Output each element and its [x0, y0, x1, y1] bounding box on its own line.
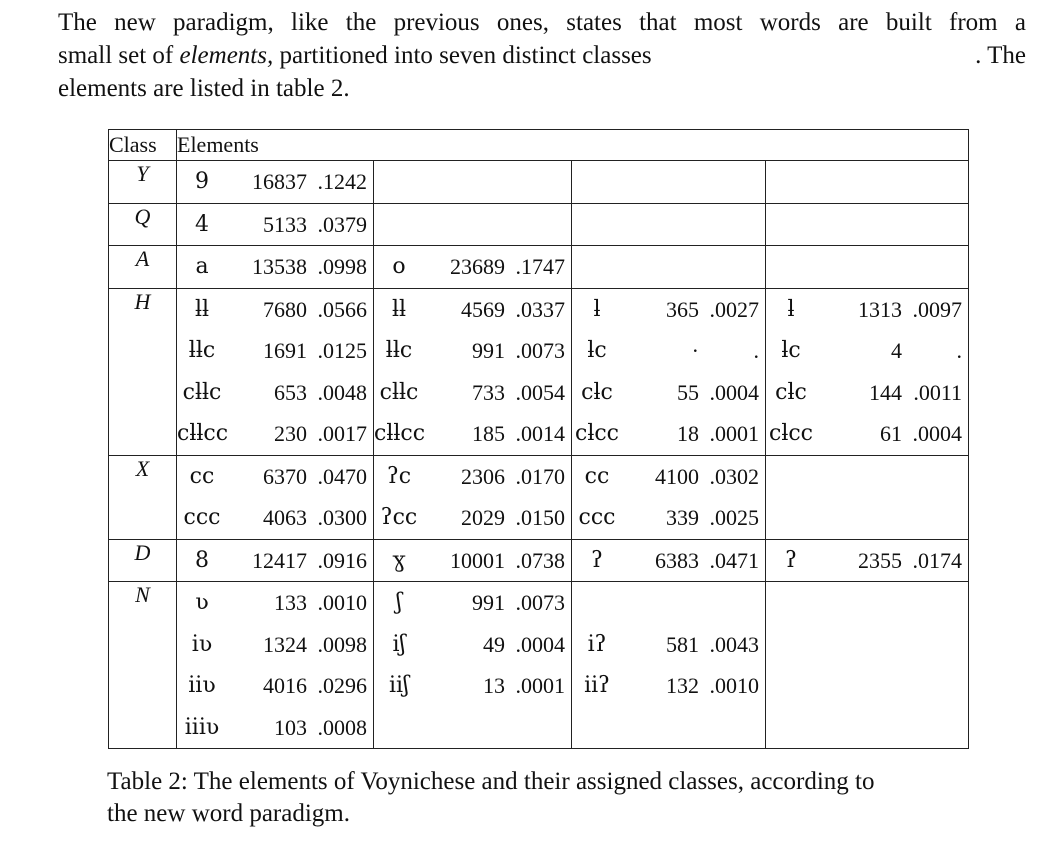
element-entry: [177, 707, 373, 749]
element-entry: [766, 289, 968, 331]
element-glyph: ɣ: [392, 547, 406, 573]
element-glyph: cƚƚc: [182, 379, 222, 405]
element-entry: [572, 665, 765, 707]
table-caption: [107, 766, 987, 830]
body-paragraph: [58, 6, 1026, 105]
paragraph-line-1: The new paradigm, like the previous ones, states that most words are built from a: [58, 9, 1026, 36]
element-glyph: iiʔ: [584, 673, 610, 698]
element-cell: [766, 582, 969, 749]
element-cell: [374, 203, 572, 246]
element-entry: [177, 372, 373, 414]
paragraph-text: partitioned into seven distinct classes: [273, 42, 652, 69]
element-count: 7680: [263, 296, 307, 322]
element-cell: [766, 161, 969, 204]
element-entry: [572, 204, 765, 246]
element-count: ·: [691, 338, 699, 363]
element-entry: [766, 161, 968, 203]
element-entry: [766, 246, 968, 288]
element-frequency: .0025: [709, 505, 759, 530]
element-glyph: ccc: [183, 505, 221, 530]
element-frequency: .0566: [317, 296, 367, 322]
element-cell: [766, 203, 969, 246]
element-count: 103: [274, 714, 307, 740]
element-glyph: ƚƚ: [391, 296, 407, 322]
element-count: 339: [666, 505, 699, 530]
caption-line-2: the new word paradigm.: [107, 800, 350, 827]
element-entry: [766, 540, 968, 582]
class-label: X: [109, 455, 177, 539]
element-cell: [572, 246, 766, 289]
element-count: 6383: [655, 547, 699, 573]
element-entry: [374, 624, 571, 666]
class-label: N: [109, 582, 177, 749]
element-frequency: .: [753, 338, 759, 363]
element-glyph: 9: [195, 169, 209, 194]
element-count: 6370: [263, 463, 307, 489]
element-frequency: .0337: [515, 296, 565, 322]
table-row: [109, 161, 969, 204]
element-glyph: ʔc: [386, 463, 412, 489]
element-count: 61: [880, 421, 902, 446]
element-entry: [572, 372, 765, 414]
element-entry: [177, 413, 373, 455]
element-entry: [572, 413, 765, 455]
element-count: 18: [677, 421, 699, 446]
element-cell: [177, 288, 374, 455]
element-cell: [766, 288, 969, 455]
element-count: 55: [677, 379, 699, 405]
element-glyph: cƚc: [581, 379, 613, 405]
table-row: [109, 582, 969, 749]
element-entry: [766, 330, 968, 372]
element-frequency: .0001: [515, 673, 565, 698]
element-frequency: .0470: [317, 463, 367, 489]
element-glyph: 4: [195, 211, 209, 237]
element-glyph: cƚƚcc: [374, 421, 426, 446]
element-entry: [572, 246, 765, 288]
element-count: 5133: [263, 211, 307, 237]
element-count: 132: [666, 673, 699, 698]
element-glyph: cƚcc: [575, 421, 619, 446]
element-count: 4063: [263, 505, 307, 530]
element-frequency: .0004: [515, 631, 565, 657]
paragraph-text: small set of: [58, 42, 180, 69]
element-frequency: .0097: [912, 296, 962, 322]
element-entry: [177, 624, 373, 666]
element-frequency: .: [956, 338, 962, 363]
element-entry: [572, 707, 765, 749]
element-cell: [177, 582, 374, 749]
element-frequency: .0073: [515, 338, 565, 363]
element-entry: [572, 582, 765, 624]
element-count: 4016: [263, 673, 307, 698]
element-glyph: ʃ: [396, 590, 402, 615]
element-count: 185: [472, 421, 505, 446]
element-glyph: ƚc: [781, 338, 801, 363]
element-cell: [177, 539, 374, 582]
element-glyph: cc: [584, 463, 610, 489]
element-count: 230: [274, 421, 307, 446]
class-label: Y: [109, 161, 177, 204]
element-entry: [177, 456, 373, 498]
element-entry: [374, 413, 571, 455]
element-cell: [572, 582, 766, 749]
class-label: Q: [109, 203, 177, 246]
element-count: 991: [472, 590, 505, 615]
class-label: D: [109, 539, 177, 582]
table-body: [109, 161, 969, 749]
element-glyph: 8: [195, 547, 209, 573]
element-entry: [766, 497, 968, 539]
element-entry: [374, 540, 571, 582]
element-glyph: ƚc: [587, 338, 607, 363]
element-frequency: .0170: [515, 463, 565, 489]
element-glyph: cƚƚcc: [177, 421, 229, 446]
element-frequency: .0014: [515, 421, 565, 446]
table-row: [109, 455, 969, 539]
element-frequency: .0174: [912, 547, 962, 573]
element-entry: [572, 161, 765, 203]
element-entry: [572, 540, 765, 582]
element-glyph: ƚƚc: [385, 338, 413, 363]
element-glyph: ʋ: [195, 590, 209, 615]
element-cell: [766, 539, 969, 582]
element-frequency: .0010: [317, 590, 367, 615]
element-entry: [177, 330, 373, 372]
element-count: 13: [483, 673, 505, 698]
element-cell: [374, 582, 572, 749]
element-entry: [766, 582, 968, 624]
element-glyph: ʔ: [785, 547, 797, 573]
element-count: 4: [891, 338, 902, 363]
element-frequency: .0004: [912, 421, 962, 446]
element-cell: [177, 161, 374, 204]
element-cell: [374, 539, 572, 582]
element-count: 2029: [461, 505, 505, 530]
element-entry: [374, 497, 571, 539]
element-count: 23689: [450, 254, 505, 279]
element-glyph: iiʋ: [188, 673, 216, 698]
caption-line-1: Table 2: The elements of Voynichese and their assigned classes, according to: [107, 768, 875, 795]
element-count: 2355: [858, 547, 902, 573]
table-row: [109, 246, 969, 289]
element-cell: [572, 455, 766, 539]
table-header-row: [109, 130, 969, 161]
element-glyph: cƚƚc: [379, 379, 419, 405]
element-entry: [572, 289, 765, 331]
element-frequency: .0001: [709, 421, 759, 446]
element-frequency: .0098: [317, 631, 367, 657]
element-entry: [177, 246, 373, 288]
emphasis-elements: elements,: [179, 42, 274, 69]
element-glyph: iiiʋ: [184, 714, 220, 740]
element-cell: [374, 455, 572, 539]
element-glyph: ʔ: [591, 547, 603, 573]
element-frequency: .0302: [709, 463, 759, 489]
element-entry: [374, 707, 571, 749]
element-glyph: ƚ: [787, 296, 795, 322]
element-entry: [374, 582, 571, 624]
element-entry: [766, 707, 968, 749]
element-entry: [374, 330, 571, 372]
element-cell: [374, 246, 572, 289]
element-glyph: iʔ: [587, 631, 607, 657]
element-glyph: ʔcc: [380, 505, 418, 530]
element-glyph: iʋ: [191, 631, 213, 657]
header-class: Class: [109, 130, 177, 161]
element-entry: [374, 289, 571, 331]
element-glyph: ƚƚ: [194, 296, 210, 322]
element-glyph: iiʃ: [388, 673, 410, 698]
element-entry: [572, 456, 765, 498]
element-count: 13538: [252, 254, 307, 279]
element-glyph: ccc: [578, 505, 616, 530]
element-count: 653: [274, 379, 307, 405]
element-entry: [374, 456, 571, 498]
element-entry: [766, 413, 968, 455]
element-frequency: .0054: [515, 379, 565, 405]
element-entry: [572, 330, 765, 372]
element-cell: [572, 161, 766, 204]
element-frequency: .0150: [515, 505, 565, 530]
element-frequency: .1747: [515, 254, 565, 279]
element-frequency: .0043: [709, 631, 759, 657]
class-label: H: [109, 288, 177, 455]
element-glyph: cƚcc: [769, 421, 813, 446]
element-cell: [374, 288, 572, 455]
class-label: A: [109, 246, 177, 289]
element-frequency: .0073: [515, 590, 565, 615]
element-entry: [374, 204, 571, 246]
element-count: 16837: [252, 169, 307, 194]
header-elements: Elements: [177, 130, 969, 161]
element-entry: [177, 497, 373, 539]
element-count: 4569: [461, 296, 505, 322]
element-entry: [572, 497, 765, 539]
element-entry: [374, 161, 571, 203]
element-count: 49: [483, 631, 505, 657]
element-count: 733: [472, 379, 505, 405]
element-frequency: .0017: [317, 421, 367, 446]
element-glyph: ƚ: [593, 296, 601, 322]
table-row: [109, 288, 969, 455]
element-frequency: .0004: [709, 379, 759, 405]
element-cell: [374, 161, 572, 204]
element-cell: [766, 246, 969, 289]
elements-table: [108, 129, 969, 749]
element-entry: [374, 665, 571, 707]
element-count: 1324: [263, 631, 307, 657]
element-frequency: .0011: [913, 379, 962, 405]
element-cell: [177, 203, 374, 246]
element-frequency: .0027: [709, 296, 759, 322]
element-entry: [374, 372, 571, 414]
paragraph-line-3: elements are listed in table 2.: [58, 75, 350, 102]
table-row: [109, 203, 969, 246]
element-entry: [766, 624, 968, 666]
element-glyph: o: [392, 254, 406, 279]
element-entry: [177, 204, 373, 246]
element-count: 4100: [655, 463, 699, 489]
element-entry: [374, 246, 571, 288]
element-frequency: .0008: [317, 714, 367, 740]
element-frequency: .0296: [317, 673, 367, 698]
element-frequency: .0916: [317, 547, 367, 573]
element-frequency: .0125: [317, 338, 367, 363]
element-count: 991: [472, 338, 505, 363]
element-count: 144: [869, 379, 902, 405]
element-entry: [177, 582, 373, 624]
element-count: 1691: [263, 338, 307, 363]
element-count: 1313: [858, 296, 902, 322]
element-cell: [177, 455, 374, 539]
element-cell: [572, 203, 766, 246]
element-cell: [572, 539, 766, 582]
element-glyph: cƚc: [775, 379, 807, 405]
element-count: 10001: [450, 547, 505, 573]
paragraph-line-2: [58, 39, 1026, 72]
element-count: 581: [666, 631, 699, 657]
element-frequency: .0048: [317, 379, 367, 405]
element-frequency: .0010: [709, 673, 759, 698]
element-frequency: .0379: [317, 211, 367, 237]
element-count: 365: [666, 296, 699, 322]
element-entry: [177, 289, 373, 331]
element-glyph: cc: [189, 463, 215, 489]
element-count: 133: [274, 590, 307, 615]
element-cell: [572, 288, 766, 455]
element-frequency: .0471: [709, 547, 759, 573]
element-cell: [766, 455, 969, 539]
element-entry: [177, 665, 373, 707]
element-count: 12417: [252, 547, 307, 573]
element-entry: [766, 372, 968, 414]
element-entry: [572, 624, 765, 666]
element-glyph: iʃ: [392, 631, 406, 657]
element-count: 2306: [461, 463, 505, 489]
element-frequency: .0738: [515, 547, 565, 573]
element-entry: [766, 204, 968, 246]
element-cell: [177, 246, 374, 289]
element-entry: [766, 456, 968, 498]
element-glyph: ƚƚc: [188, 338, 216, 363]
element-frequency: .0300: [317, 505, 367, 530]
element-entry: [766, 665, 968, 707]
table-row: [109, 539, 969, 582]
element-glyph: a: [195, 254, 209, 279]
element-entry: [177, 540, 373, 582]
element-frequency: .0998: [317, 254, 367, 279]
element-entry: [177, 161, 373, 203]
paragraph-text: . The: [975, 42, 1026, 69]
element-frequency: .1242: [317, 169, 367, 194]
